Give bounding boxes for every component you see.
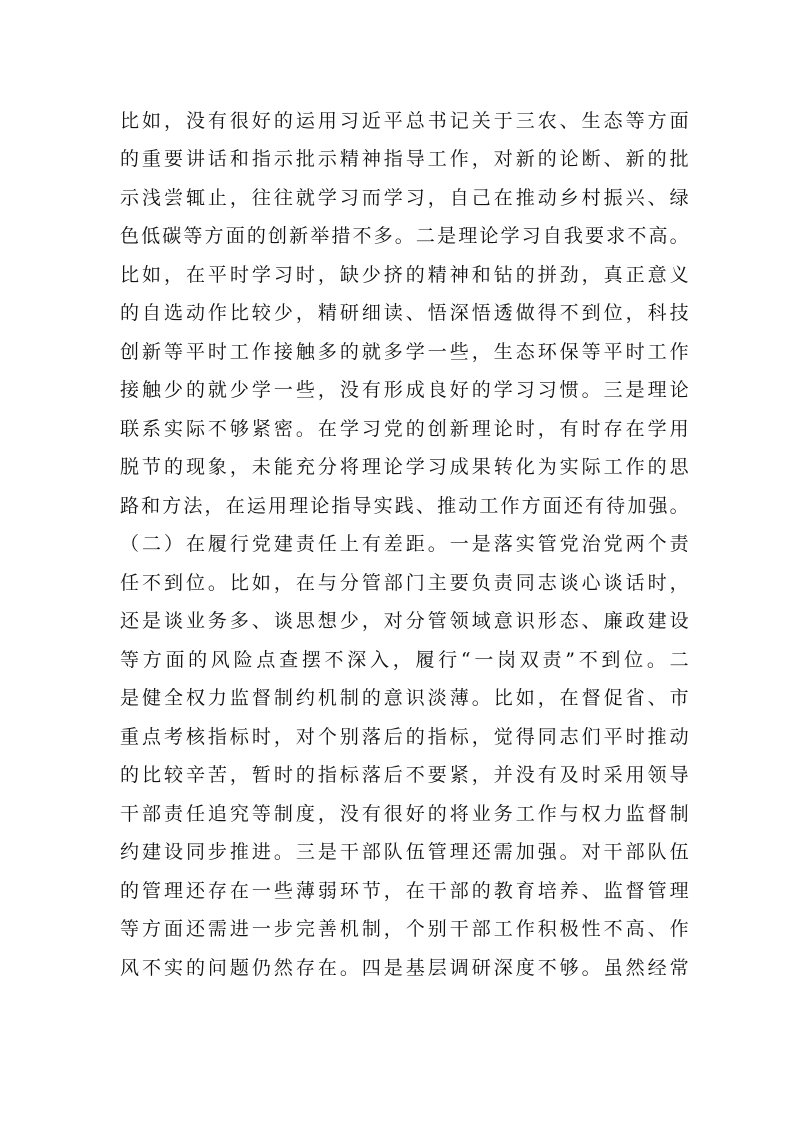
text-line: （二）在履行党建责任上有差距。一是落实管党治党两个责 [120,533,690,555]
text-line: 是健全权力监督制约机制的意识淡薄。比如，在督促省、市 [120,687,690,709]
text-line: 脱节的现象，未能充分将理论学习成果转化为实际工作的思 [120,456,690,478]
text-line: 等方面还需进一步完善机制，个别干部工作积极性不高、作 [120,918,690,940]
text-line: 任不到位。比如，在与分管部门主要负责同志谈心谈话时， [120,572,690,594]
text-line: 示浅尝辄止，往往就学习而学习，自己在推动乡村振兴、绿 [120,187,690,209]
text-line: 的重要讲话和指示批示精神指导工作，对新的论断、新的批 [120,148,690,170]
text-line: 创新等平时工作接触多的就多学一些，生态环保等平时工作 [120,341,690,363]
text-line: 还是谈业务多、谈思想少，对分管领域意识形态、廉政建设 [120,610,690,632]
text-line: 路和方法，在运用理论指导实践、推动工作方面还有待加强。 [120,495,690,517]
text-line: 接触少的就少学一些，没有形成良好的学习习惯。三是理论 [120,379,690,401]
text-line: 重点考核指标时，对个别落后的指标，觉得同志们平时推动 [120,726,690,748]
text-line: 色低碳等方面的创新举措不多。二是理论学习自我要求不高。 [120,225,690,247]
text-line: 比如，没有很好的运用习近平总书记关于三农、生态等方面 [120,110,690,132]
text-line: 的自选动作比较少，精研细读、悟深悟透做得不到位，科技 [120,302,690,324]
text-line: 的管理还存在一些薄弱环节，在干部的教育培养、监督管理 [120,880,690,902]
text-line: 的比较辛苦，暂时的指标落后不要紧，并没有及时采用领导 [120,764,690,786]
text-line: 风不实的问题仍然存在。四是基层调研深度不够。虽然经常 [120,957,690,979]
text-line: 干部责任追究等制度，没有很好的将业务工作与权力监督制 [120,803,690,825]
text-line: 约建设同步推进。三是干部队伍管理还需加强。对干部队伍 [120,841,690,863]
text-line: 比如，在平时学习时，缺少挤的精神和钻的拼劲，真正意义 [120,264,690,286]
text-line: 等方面的风险点查摆不深入，履行“一岗双责”不到位。二 [120,649,690,671]
text-line: 联系实际不够紧密。在学习党的创新理论时，有时存在学用 [120,418,690,440]
